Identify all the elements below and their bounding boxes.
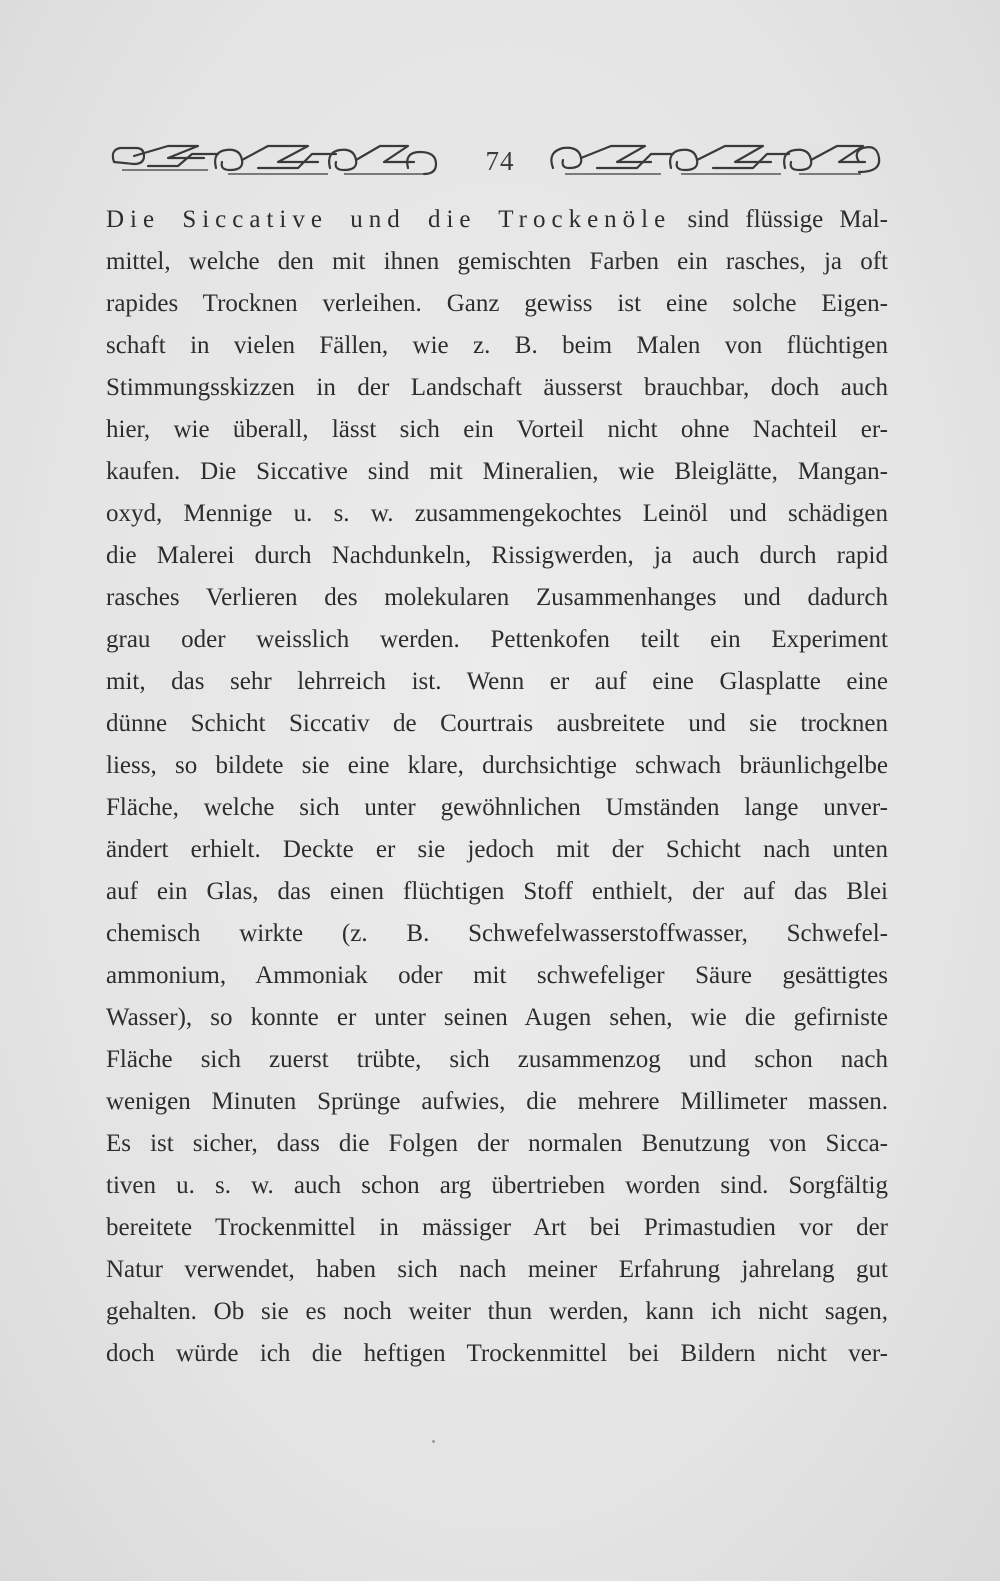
text-line: rapides Trocknen verleihen. Ganz gewiss ist eine solche Eigen- [106,290,888,317]
text-line: ändert erhielt. Deckte er sie jedoch mit der Schicht nach unten [106,836,888,863]
text-line: kaufen. Die Siccative sind mit Mineralien, wie Bleiglätte, Mangan- [106,458,888,485]
header-ornament-right-icon [541,132,886,184]
text-line: Fläche sich zuerst trübte, sich zusammenzog und schon nach [106,1046,888,1073]
text-line [106,199,888,241]
paper-speck [432,1440,435,1443]
text-line: mittel, welche den mit ihnen gemischten Farben ein rasches, ja oft [106,248,888,275]
text-line: rasches Verlieren des molekularen Zusammenhanges und dadurch [106,584,888,611]
text-line: schaft in vielen Fällen, wie z. B. beim Malen von flüchtigen [106,332,888,359]
text-line: auf ein Glas, das einen flüchtigen Stoff enthielt, der auf das Blei [106,878,888,905]
header-ornament-left-icon [108,132,448,184]
text-line: Stimmungsskizzen in der Landschaft äusserst brauchbar, doch auch [106,374,888,401]
text-line: dünne Schicht Siccativ de Courtrais ausbreitete und sie trocknen [106,710,888,737]
text-line: wenigen Minuten Sprünge aufwies, die mehrere Millimeter massen. [106,1088,888,1115]
emphasized-term: Die Siccative und die Trockenöle [106,206,672,233]
text-line: bereitete Trockenmittel in mässiger Art bei Primastudien vor der [106,1214,888,1241]
text-line: die Malerei durch Nachdunkeln, Rissigwerden, ja auch durch rapid [106,542,888,569]
text-line: grau oder weisslich werden. Pettenkofen teilt ein Experiment [106,626,888,653]
body-text [106,199,888,1375]
text-line: mit, das sehr lehrreich ist. Wenn er auf eine Glasplatte eine [106,668,888,695]
text-line: hier, wie überall, lässt sich ein Vorteil nicht ohne Nachteil er- [106,416,888,443]
text-line: Fläche, welche sich unter gewöhnlichen Umständen lange unver- [106,794,888,821]
page-number: 74 [485,146,515,176]
text-line: gehalten. Ob sie es noch weiter thun werden, kann ich nicht sagen, [106,1298,888,1325]
text-line: doch würde ich die heftigen Trockenmittel bei Bildern nicht ver- [106,1340,888,1367]
text-line: liess, so bildete sie eine klare, durchsichtige schwach bräunlichgelbe [106,752,888,779]
text-line: ammonium, Ammoniak oder mit schwefeliger Säure gesättigtes [106,962,888,989]
text-line: chemisch wirkte (z. B. Schwefelwasserstoffwasser, Schwefel- [106,920,888,947]
page-header [108,128,886,188]
text-line: oxyd, Mennige u. s. w. zusammengekochtes Leinöl und schädigen [106,500,888,527]
text-line: tiven u. s. w. auch schon arg übertrieben worden sind. Sorgfältig [106,1172,888,1199]
text-line: Wasser), so konnte er unter seinen Augen sehen, wie die gefirniste [106,1004,888,1031]
text-line: Natur verwendet, haben sich nach meiner Erfahrung jahrelang gut [106,1256,888,1283]
text-fragment: sind flüssige Mal- [687,206,889,233]
text-line: Es ist sicher, dass die Folgen der normalen Benutzung von Sicca- [106,1130,888,1157]
